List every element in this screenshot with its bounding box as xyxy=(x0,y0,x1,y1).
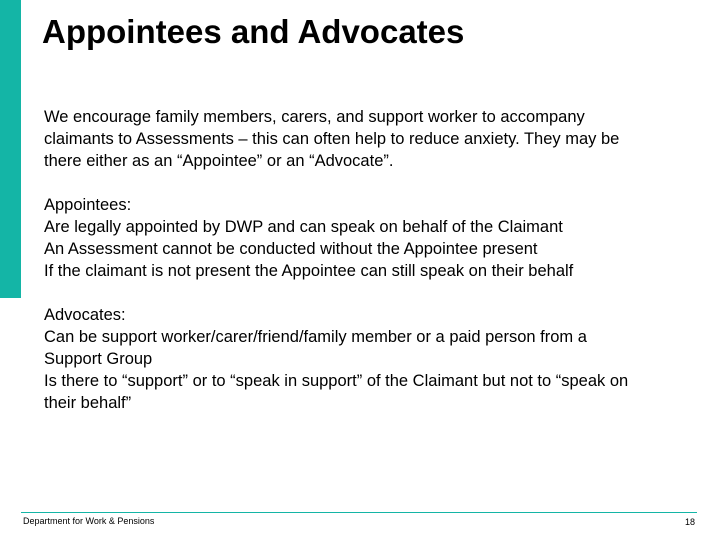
intro-line: claimants to Assessments – this can often help to reduce anxiety. They may be xyxy=(44,130,620,148)
page-number: 18 xyxy=(684,517,695,527)
advocates-heading: Advocates: xyxy=(44,306,126,324)
accent-bar xyxy=(0,0,21,298)
advocates-line: Can be support worker/carer/friend/family member or a paid person from a xyxy=(44,328,587,346)
appointees-line: An Assessment cannot be conducted without the Appointee present xyxy=(44,240,538,258)
intro-paragraph xyxy=(44,106,704,172)
intro-line: We encourage family members, carers, and support worker to accompany xyxy=(44,108,585,126)
footer-organisation: Department for Work & Pensions xyxy=(23,516,155,526)
advocates-section xyxy=(44,304,704,414)
advocates-line: their behalf” xyxy=(44,394,132,412)
appointees-section xyxy=(44,194,704,282)
slide-body xyxy=(44,106,704,414)
appointees-heading: Appointees: xyxy=(44,196,132,214)
footer-divider xyxy=(21,512,697,513)
appointees-line: Are legally appointed by DWP and can speak on behalf of the Claimant xyxy=(44,218,563,236)
intro-line: there either as an “Appointee” or an “Advocate”. xyxy=(44,152,394,170)
advocates-line: Is there to “support” or to “speak in support” of the Claimant but not to “speak on xyxy=(44,372,629,390)
slide-title: Appointees and Advocates xyxy=(42,13,465,50)
appointees-line: If the claimant is not present the Appointee can still speak on their behalf xyxy=(44,262,574,280)
advocates-line: Support Group xyxy=(44,350,153,368)
